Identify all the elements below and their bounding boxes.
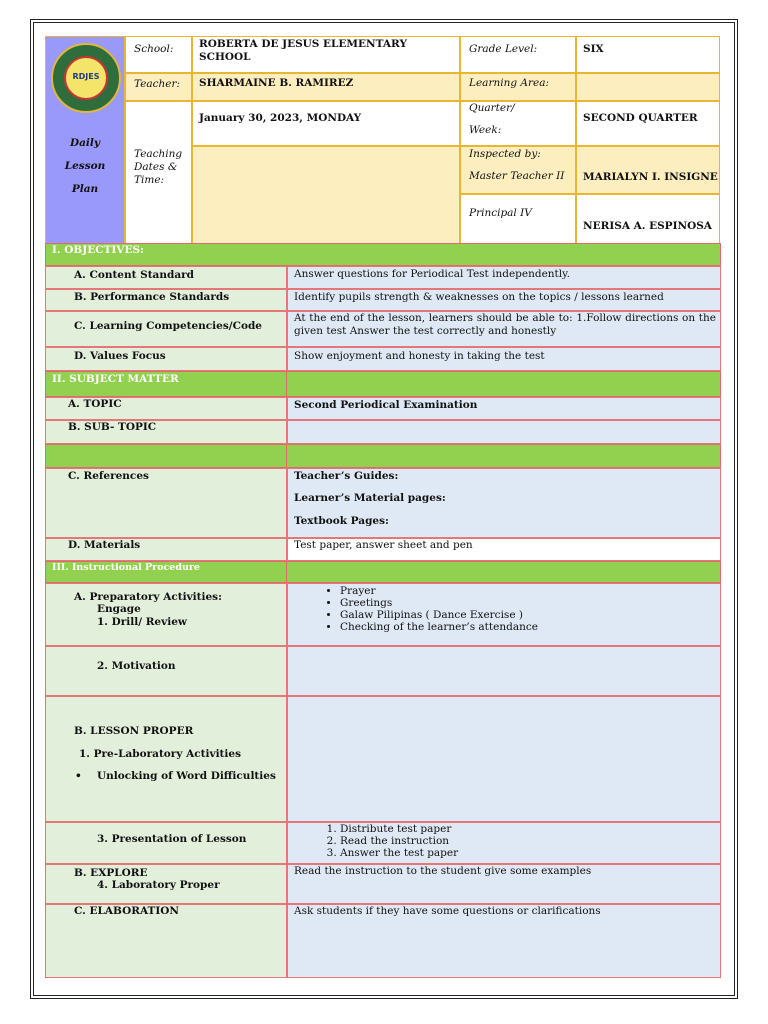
- prep-value-cell: [287, 583, 721, 646]
- explore-label-1: B. EXPLORE: [74, 867, 148, 879]
- materials-label-cell: [45, 538, 287, 561]
- inspected-label-2: Master Teacher II: [469, 170, 565, 182]
- lesson-proper-value-cell: [287, 696, 721, 822]
- procedure-heading: III. Instructional Procedure: [52, 562, 200, 573]
- competencies-label-cell: [45, 311, 287, 347]
- logo-text: RDJES: [72, 72, 100, 81]
- explore-value: Read the instruction to the student give some examples: [294, 865, 592, 877]
- competencies-value-cell: [287, 311, 721, 347]
- prep-label-3: 1. Drill/ Review: [97, 616, 187, 628]
- performance-label: B. Performance Standards: [74, 291, 230, 303]
- procedure-heading-divider: [286, 561, 287, 583]
- dlp-word-daily: Daily: [70, 137, 100, 149]
- list-item: 3. Answer the test paper: [340, 847, 720, 859]
- materials-value-cell: [287, 538, 721, 561]
- quarter-value-cell: [576, 101, 720, 146]
- list-item: 1. Distribute test paper: [340, 823, 720, 835]
- values-value: Show enjoyment and honesty in taking the test: [294, 350, 545, 362]
- inspected-label-cell: [460, 146, 576, 194]
- dlp-word-plan: Plan: [71, 183, 99, 195]
- topic-value: Second Periodical Examination: [294, 399, 478, 411]
- grade-label-cell: [460, 36, 576, 73]
- quarter-label-1: Quarter/: [469, 102, 515, 114]
- subtopic-label: B. SUB- TOPIC: [68, 421, 157, 433]
- prep-label-2: Engage: [97, 603, 141, 615]
- teacher-name: SHARMAINE B. RAMIREZ: [199, 77, 354, 89]
- area-value-cell: [576, 73, 720, 101]
- date-value-cell: [192, 101, 460, 146]
- presentation-value-cell: [287, 822, 721, 864]
- motivation-label-cell: [45, 646, 287, 696]
- elaboration-value: Ask students if they have some questions or clarifications: [294, 905, 601, 917]
- topic-label: A. TOPIC: [68, 398, 122, 410]
- dates-label-cell: [125, 101, 192, 244]
- list-item: • Prayer: [340, 585, 720, 597]
- explore-value-cell: [287, 864, 721, 904]
- teacher-value-cell: [192, 73, 460, 101]
- prep-label-cell: [45, 583, 287, 646]
- inspected-value-cell: [576, 146, 720, 194]
- reference-teachers-guides: Teacher’s Guides:: [294, 470, 399, 482]
- materials-value: Test paper, answer sheet and pen: [294, 539, 473, 551]
- content-standard-label-cell: [45, 266, 287, 289]
- list-item: • Greetings: [340, 597, 720, 609]
- list-item: 2. Read the instruction: [340, 835, 720, 847]
- values-label: D. Values Focus: [74, 350, 166, 362]
- quarter-value: SECOND QUARTER: [583, 112, 698, 124]
- principal-label-cell: [460, 194, 576, 244]
- list-item: • Checking of the learner’s attendance: [340, 621, 720, 633]
- content-standard-value-cell: [287, 266, 721, 289]
- motivation-value-cell: [287, 646, 721, 696]
- inspected-value: MARIALYN I. INSIGNE: [583, 171, 718, 183]
- performance-value-cell: [287, 289, 721, 311]
- area-label: Learning Area:: [469, 77, 550, 89]
- date-extra-cell: [192, 146, 460, 244]
- school-label: School:: [134, 43, 174, 55]
- date-value: January 30, 2023, MONDAY: [199, 112, 362, 124]
- references-value-cell: [287, 468, 721, 538]
- performance-value: Identify pupils strength & weaknesses on the topics / lessons learned: [294, 291, 664, 303]
- values-value-cell: [287, 347, 721, 371]
- presentation-label-cell: [45, 822, 287, 864]
- quarter-label-cell: [460, 101, 576, 146]
- teacher-label-cell: [125, 73, 192, 101]
- objectives-heading: I. OBJECTIVES:: [52, 244, 144, 256]
- grade-value-cell: [576, 36, 720, 73]
- competencies-label: C. Learning Competencies/Code: [74, 320, 262, 332]
- explore-label-cell: [45, 864, 287, 904]
- subject-spacer-bar: [45, 444, 721, 468]
- inspected-label-1: Inspected by:: [469, 148, 541, 160]
- references-label-cell: [45, 468, 287, 538]
- competencies-value: At the end of the lesson, learners should be able to: 1.Follow directions on the given test Answer the test correctly and honestly: [294, 312, 716, 337]
- reference-learners-material: Learner’s Material pages:: [294, 492, 446, 504]
- area-value: [577, 74, 719, 77]
- subtopic-label-cell: [45, 420, 287, 444]
- principal-label: Principal IV: [469, 207, 532, 219]
- presentation-label: 3. Presentation of Lesson: [97, 833, 247, 845]
- subtopic-value-cell: [287, 420, 721, 444]
- presentation-list: [288, 823, 720, 859]
- topic-value-cell: [287, 397, 721, 420]
- dlp-word-lesson: Lesson: [64, 160, 106, 172]
- prep-list: [288, 584, 720, 633]
- materials-label: D. Materials: [68, 539, 141, 551]
- school-label-cell: [125, 36, 192, 73]
- subject-heading-bar: [45, 371, 721, 397]
- lesson-bullet: •: [75, 770, 82, 782]
- teacher-label: Teacher:: [134, 78, 181, 90]
- objectives-heading-bar: [45, 243, 721, 266]
- school-logo: [51, 43, 121, 113]
- explore-label-2: 4. Laboratory Proper: [97, 879, 220, 891]
- subject-spacer-divider: [286, 444, 287, 468]
- performance-label-cell: [45, 289, 287, 311]
- dates-label: Teaching Dates & Time:: [134, 148, 183, 186]
- principal-value-cell: [576, 194, 720, 244]
- elaboration-label-cell: [45, 904, 287, 978]
- prep-label-1: A. Preparatory Activities:: [74, 591, 222, 603]
- principal-value: NERISA A. ESPINOSA: [583, 220, 712, 232]
- school-value-cell: [192, 36, 460, 73]
- lesson-proper-label-cell: [45, 696, 287, 822]
- motivation-label: 2. Motivation: [97, 660, 176, 672]
- lesson-proper-label-2: 1. Pre-Laboratory Activities: [79, 748, 241, 760]
- content-standard-label: A. Content Standard: [74, 269, 195, 281]
- area-label-cell: [460, 73, 576, 101]
- values-label-cell: [45, 347, 287, 371]
- school-name: ROBERTA DE JESUS ELEMENTARY SCHOOL: [199, 38, 407, 63]
- grade-label: Grade Level:: [469, 43, 538, 55]
- content-standard-value: Answer questions for Periodical Test independently.: [294, 268, 571, 280]
- lesson-proper-label-1: B. LESSON PROPER: [74, 725, 194, 737]
- list-item: • Galaw Pilipinas ( Dance Exercise ): [340, 609, 720, 621]
- lesson-proper-label-3: Unlocking of Word Difficulties: [97, 770, 276, 782]
- reference-textbook-pages: Textbook Pages:: [294, 515, 389, 527]
- grade-value: SIX: [583, 43, 604, 55]
- quarter-label-2: Week:: [469, 124, 502, 136]
- elaboration-label: C. ELABORATION: [74, 905, 179, 917]
- elaboration-value-cell: [287, 904, 721, 978]
- references-label: C. References: [68, 470, 149, 482]
- procedure-heading-bar: [45, 561, 721, 583]
- topic-label-cell: [45, 397, 287, 420]
- subject-heading-divider: [286, 371, 287, 397]
- subject-heading: II. SUBJECT MATTER: [52, 373, 179, 385]
